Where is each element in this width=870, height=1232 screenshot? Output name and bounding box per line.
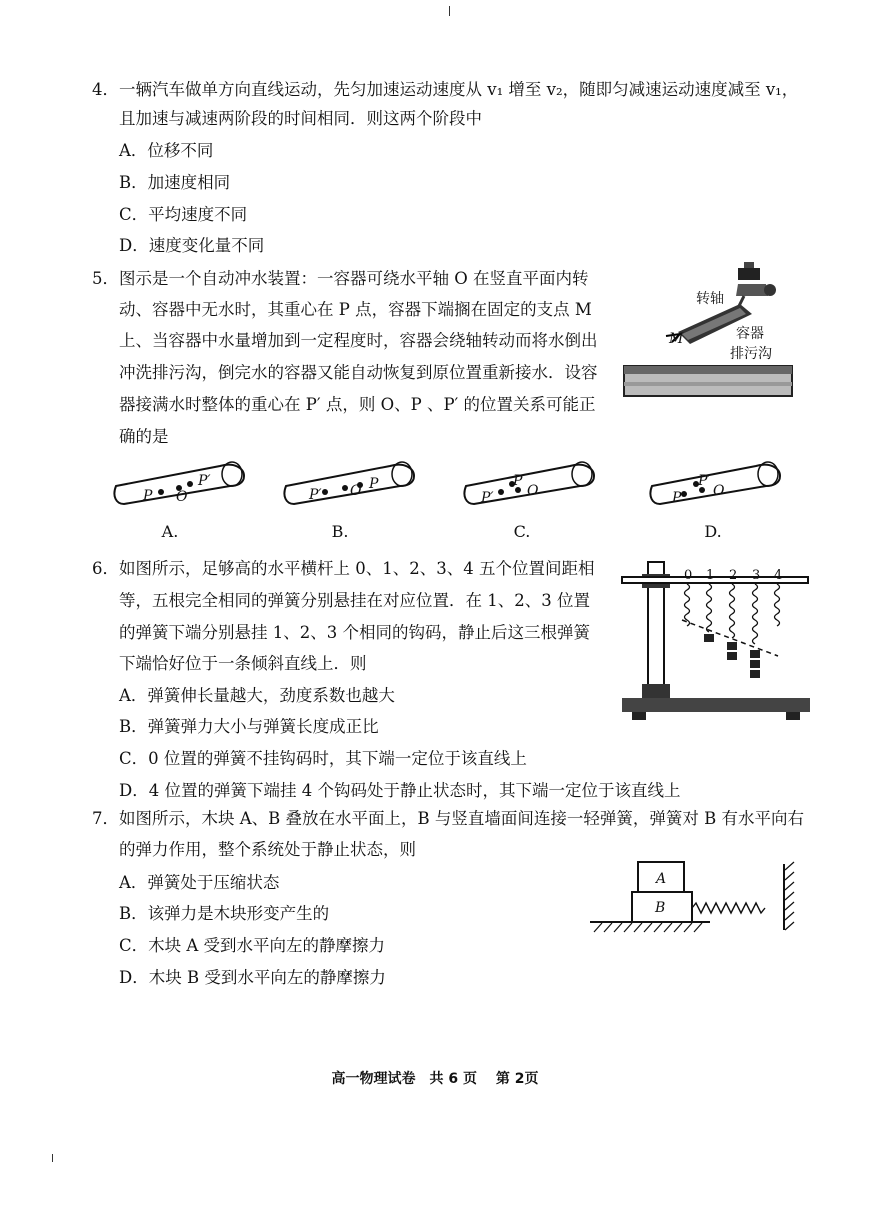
tube-a-o: O: [176, 489, 188, 505]
tube-c-o: O: [527, 483, 539, 499]
q4-line1: 一辆汽车做单方向直线运动，先匀加速运动速度从 v₁ 增至 v₂，随即匀减速运动速度减至 v₁，: [119, 80, 799, 99]
q6-option-a: A．弹簧伸长量越大，劲度系数也越大: [119, 686, 395, 705]
tube-b-p: P: [369, 476, 379, 492]
q5-line1: 图示是一个自动冲水装置：一容器可绕水平轴 O 在竖直平面内转: [119, 269, 589, 288]
page-footer: 高一物理试卷 共 6 页 第 2页: [331, 1071, 539, 1087]
block-b-label: B: [655, 900, 666, 916]
tube-a-pp: P′: [198, 473, 211, 489]
q4-option-b: B．加速度相同: [119, 173, 231, 192]
q6-option-d: D．4 位置的弹簧下端挂 4 个钩码处于静止状态时，其下端一定位于该直线上: [119, 781, 681, 800]
tube-label-c: C.: [513, 522, 531, 541]
q7-option-a: A．弹簧处于压缩状态: [119, 873, 280, 892]
q7-line2: 的弹力作用，整个系统处于静止状态，则: [119, 840, 416, 859]
block-a-label: A: [656, 871, 667, 887]
q6-line3: 的弹簧下端分别悬挂 1、2、3 个相同的钩码，静止后这三根弹簧: [119, 623, 590, 642]
block-spring-figure: [590, 856, 802, 936]
flush-device-figure: [620, 262, 800, 402]
q6-option-c: C．0 位置的弹簧不挂钩码时，其下端一定位于该直线上: [119, 749, 527, 768]
tube-c-pp: P′: [481, 490, 494, 506]
q4-number: 4．: [92, 80, 119, 99]
tube-a-p: P: [143, 488, 153, 504]
container-label: 容器: [736, 326, 764, 342]
pos-0: 0: [684, 568, 693, 583]
bottom-mark: [52, 1154, 53, 1162]
q4-line2: 且加速与减速两阶段的时间相同．则这两个阶段中: [119, 109, 482, 128]
q6-line4: 下端恰好位于一条倾斜直线上．则: [119, 654, 367, 673]
tube-b-pp: P′: [309, 487, 322, 503]
q5-line6: 确的是: [119, 427, 169, 446]
tube-d-pp: P′: [698, 473, 711, 489]
tube-b-o: O: [350, 483, 362, 499]
tube-d-p: P: [672, 490, 682, 506]
q7-line1: 如图所示，木块 A、B 叠放在水平面上，B 与竖直墙面间连接一轻弹簧，弹簧对 B 有水平向右: [119, 809, 805, 828]
q4-option-a: A．位移不同: [119, 141, 214, 160]
q5-number: 5．: [92, 269, 119, 288]
q7-option-d: D．木块 B 受到水平向左的静摩擦力: [119, 968, 386, 987]
q5-line3: 上、当容器中水量增加到一定程度时，容器会绕轴转动而将水倒出: [119, 331, 598, 350]
top-mark: [449, 6, 450, 16]
q4-option-c: C．平均速度不同: [119, 205, 248, 224]
q5-line2: 动、容器中无水时，其重心在 P 点，容器下端搁在固定的支点 M: [119, 300, 592, 319]
q6-option-b: B．弹簧弹力大小与弹簧长度成正比: [119, 717, 379, 736]
pos-3: 3: [752, 568, 761, 583]
q4-option-d: D．速度变化量不同: [119, 236, 265, 255]
m-label: M: [669, 331, 684, 347]
pos-4: 4: [774, 568, 783, 583]
tube-d-o: O: [713, 483, 725, 499]
tube-c-p: P: [513, 473, 523, 489]
q7-number: 7．: [92, 809, 119, 828]
q7-option-b: B．该弹力是木块形变产生的: [119, 904, 330, 923]
q6-line2: 等，五根完全相同的弹簧分别悬挂在对应位置．在 1、2、3 位置: [119, 591, 590, 610]
spring-rack-figure: [618, 560, 814, 730]
axle-label: 转轴: [696, 291, 724, 307]
tube-label-a: A.: [161, 522, 179, 541]
pos-1: 1: [706, 568, 715, 583]
q5-line4: 冲洗排污沟，倒完水的容器又能自动恢复到原位置重新接水．设容: [119, 363, 598, 382]
tube-label-d: D.: [704, 522, 722, 541]
q7-option-c: C．木块 A 受到水平向左的静摩擦力: [119, 936, 386, 955]
ditch-label: 排污沟: [730, 346, 772, 362]
q6-number: 6．: [92, 559, 119, 578]
q6-line1: 如图所示，足够高的水平横杆上 0、1、2、3、4 五个位置间距相: [119, 559, 595, 578]
q5-line5: 器接满水时整体的重心在 P′ 点，则 O、P 、P′ 的位置关系可能正: [119, 395, 596, 414]
pos-2: 2: [729, 568, 738, 583]
tube-label-b: B.: [331, 522, 349, 541]
